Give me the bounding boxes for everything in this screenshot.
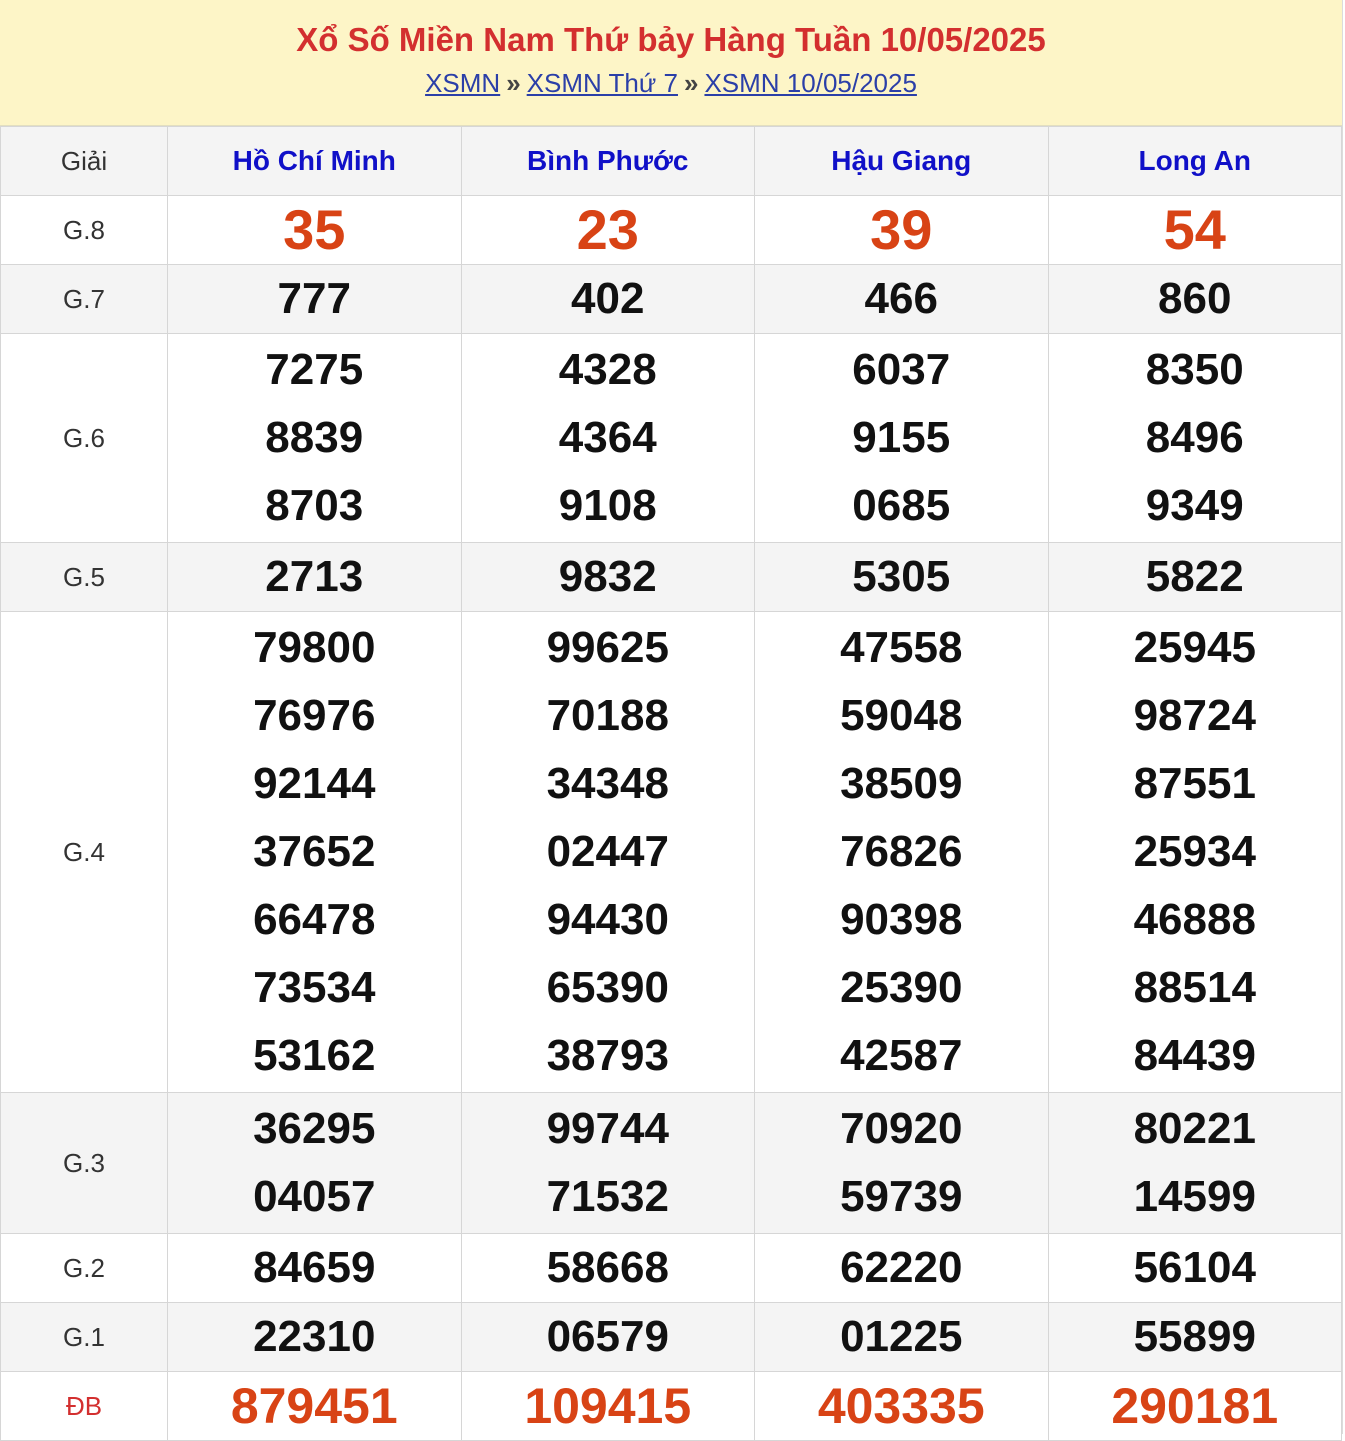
- result-number: 54: [1163, 198, 1226, 261]
- result-number: 06579: [546, 1312, 669, 1361]
- breadcrumb-link-xsmn-date[interactable]: XSMN 10/05/2025: [704, 68, 917, 98]
- result-number: 860: [1158, 274, 1232, 323]
- breadcrumb-separator: »: [683, 68, 699, 98]
- prize-column-header: Giải: [1, 127, 168, 196]
- result-number: 25390: [840, 963, 963, 1012]
- result-number: 58668: [546, 1243, 669, 1292]
- special-prize-number: 109415: [524, 1378, 692, 1434]
- result-number: 2713: [265, 552, 364, 601]
- result-number: 4364: [558, 413, 657, 462]
- result-number: 92144: [253, 759, 376, 808]
- special-prize-number: 403335: [817, 1378, 985, 1434]
- result-number: 466: [864, 274, 938, 323]
- special-prize-number: 290181: [1111, 1378, 1279, 1434]
- result-cell: [755, 543, 1049, 612]
- result-number: 90398: [840, 895, 963, 944]
- result-cell: [168, 334, 462, 543]
- result-cell: [755, 334, 1049, 543]
- result-number: 8839: [265, 413, 364, 462]
- result-number: 14599: [1133, 1172, 1256, 1221]
- result-number: 23: [576, 198, 639, 261]
- page-title: Xổ Số Miền Nam Thứ bảy Hàng Tuần 10/05/2025: [296, 21, 1046, 58]
- result-number: 37652: [253, 827, 376, 876]
- result-cell: [1048, 265, 1342, 334]
- result-cell: [461, 543, 755, 612]
- province-name[interactable]: Long An: [1138, 145, 1251, 176]
- result-number: 94430: [546, 895, 669, 944]
- province-header: [1048, 127, 1342, 196]
- result-cell: [461, 265, 755, 334]
- result-cell: [755, 196, 1049, 265]
- result-number: 9832: [558, 552, 657, 601]
- prize-row: [1, 265, 1342, 334]
- result-number: 39: [870, 198, 933, 261]
- prize-label: G.5: [1, 543, 168, 612]
- result-number: 35: [283, 198, 346, 261]
- result-number: 84439: [1133, 1031, 1256, 1080]
- result-number: 5822: [1145, 552, 1244, 601]
- result-number: 36295: [253, 1104, 376, 1153]
- result-number: 01225: [840, 1312, 963, 1361]
- result-cell: [168, 265, 462, 334]
- result-number: 65390: [546, 963, 669, 1012]
- prize-row: [1, 1093, 1342, 1234]
- result-cell: [1048, 1303, 1342, 1372]
- result-number: 04057: [253, 1172, 376, 1221]
- result-cell: [168, 1303, 462, 1372]
- result-number: 5305: [852, 552, 951, 601]
- prize-row: [1, 1372, 1342, 1441]
- result-cell: [461, 1303, 755, 1372]
- result-cell: [755, 612, 1049, 1093]
- result-number: 0685: [852, 481, 951, 530]
- breadcrumb-link-xsmn-thu-7[interactable]: XSMN Thứ 7: [526, 68, 678, 98]
- breadcrumb-separator: »: [506, 68, 521, 98]
- result-number: 02447: [546, 827, 669, 876]
- prize-label: G.6: [1, 334, 168, 543]
- table-header-row: [1, 127, 1342, 196]
- prize-label: ĐB: [1, 1372, 168, 1441]
- result-cell: [1048, 612, 1342, 1093]
- province-header: [755, 127, 1049, 196]
- result-number: 88514: [1133, 963, 1256, 1012]
- result-cell: [461, 612, 755, 1093]
- province-header: [168, 127, 462, 196]
- breadcrumb-link-xsmn[interactable]: XSMN: [425, 68, 501, 98]
- result-cell: [461, 1372, 755, 1441]
- result-cell: [168, 196, 462, 265]
- prize-row: [1, 612, 1342, 1093]
- result-number: 79800: [253, 623, 376, 672]
- result-number: 38793: [546, 1031, 669, 1080]
- result-number: 34348: [546, 759, 669, 808]
- result-cell: [168, 1234, 462, 1303]
- result-number: 7275: [265, 345, 364, 394]
- result-number: 42587: [840, 1031, 963, 1080]
- result-number: 73534: [253, 963, 376, 1012]
- result-number: 6037: [852, 345, 951, 394]
- result-cell: [461, 196, 755, 265]
- result-cell: [755, 265, 1049, 334]
- result-number: 71532: [546, 1172, 669, 1221]
- result-number: 76826: [840, 827, 963, 876]
- result-number: 9108: [558, 481, 657, 530]
- result-cell: [1048, 1234, 1342, 1303]
- prize-label: G.4: [1, 612, 168, 1093]
- result-number: 53162: [253, 1031, 376, 1080]
- result-number: 98724: [1133, 691, 1256, 740]
- result-number: 80221: [1133, 1104, 1256, 1153]
- prize-row: [1, 1303, 1342, 1372]
- result-cell: [1048, 1093, 1342, 1234]
- results-table: [0, 126, 1342, 1441]
- result-cell: [755, 1234, 1049, 1303]
- result-cell: [168, 543, 462, 612]
- result-number: 55899: [1133, 1312, 1256, 1361]
- result-number: 70188: [546, 691, 669, 740]
- result-number: 70920: [840, 1104, 963, 1153]
- result-cell: [755, 1372, 1049, 1441]
- result-cell: [1048, 543, 1342, 612]
- result-number: 9349: [1145, 481, 1244, 530]
- result-number: 66478: [253, 895, 376, 944]
- prize-label: G.8: [1, 196, 168, 265]
- prize-row: [1, 334, 1342, 543]
- result-number: 99744: [546, 1104, 669, 1153]
- result-cell: [1048, 334, 1342, 543]
- province-name[interactable]: Hậu Giang: [831, 145, 972, 176]
- prize-label: G.1: [1, 1303, 168, 1372]
- result-number: 76976: [253, 691, 376, 740]
- result-number: 59739: [840, 1172, 963, 1221]
- result-cell: [168, 1372, 462, 1441]
- result-number: 59048: [840, 691, 963, 740]
- result-number: 87551: [1133, 759, 1256, 808]
- result-cell: [1048, 1372, 1342, 1441]
- prize-row: [1, 1234, 1342, 1303]
- result-number: 46888: [1133, 895, 1256, 944]
- result-number: 4328: [558, 345, 657, 394]
- result-cell: [755, 1093, 1049, 1234]
- result-number: 8703: [265, 481, 364, 530]
- result-number: 56104: [1133, 1243, 1256, 1292]
- province-name[interactable]: Bình Phước: [526, 145, 689, 176]
- result-number: 8496: [1145, 413, 1244, 462]
- result-cell: [461, 1093, 755, 1234]
- prize-row: [1, 196, 1342, 265]
- result-cell: [461, 334, 755, 543]
- result-cell: [461, 1234, 755, 1303]
- special-prize-number: 879451: [230, 1378, 398, 1434]
- result-number: 38509: [840, 759, 963, 808]
- province-name[interactable]: Hồ Chí Minh: [232, 145, 396, 176]
- result-number: 62220: [840, 1243, 963, 1292]
- result-number: 22310: [253, 1312, 376, 1361]
- result-number: 47558: [840, 623, 963, 672]
- result-number: 99625: [546, 623, 669, 672]
- result-number: 25934: [1133, 827, 1256, 876]
- result-number: 25945: [1133, 623, 1256, 672]
- prize-label: G.3: [1, 1093, 168, 1234]
- result-number: 402: [571, 274, 645, 323]
- prize-row: [1, 543, 1342, 612]
- result-number: 9155: [852, 413, 951, 462]
- result-number: 777: [277, 274, 351, 323]
- prize-label: G.2: [1, 1234, 168, 1303]
- result-number: 8350: [1145, 345, 1244, 394]
- result-cell: [1048, 196, 1342, 265]
- breadcrumb: [0, 68, 1342, 98]
- result-cell: [168, 1093, 462, 1234]
- province-header: [461, 127, 755, 196]
- results-header: [0, 0, 1342, 126]
- result-cell: [168, 612, 462, 1093]
- result-number: 84659: [253, 1243, 376, 1292]
- result-cell: [755, 1303, 1049, 1372]
- prize-label: G.7: [1, 265, 168, 334]
